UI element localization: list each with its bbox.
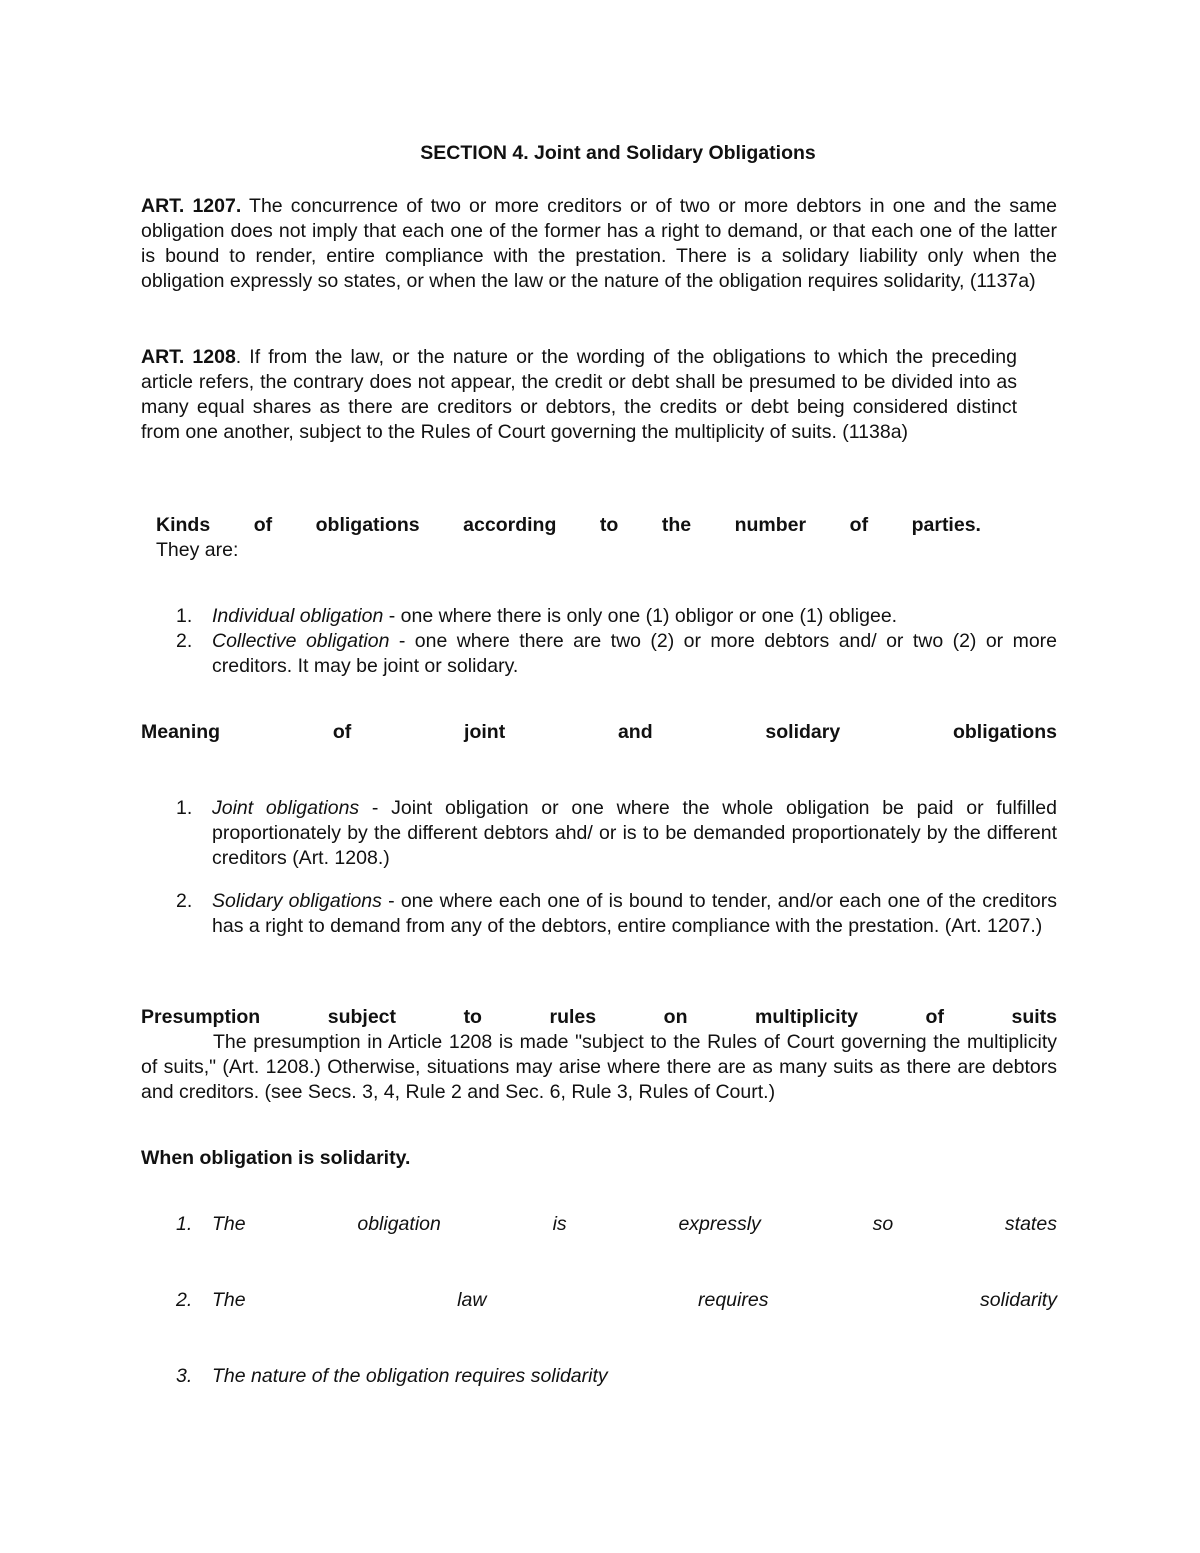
kinds-heading-word: to	[599, 514, 619, 536]
list-number: 1.	[176, 797, 193, 819]
list-term: Individual obligation	[212, 605, 384, 627]
list-text: The nature of the obligation requires solidarity	[212, 1365, 608, 1387]
kinds-subtext: They are:	[156, 539, 239, 561]
kinds-heading-word: number	[734, 514, 807, 536]
list-word: solidarity	[980, 1289, 1057, 1311]
list-text: - one where there are two (2) or more debtors and/ or two (2) or more creditors. It may be joint or solidary.	[212, 630, 1058, 677]
list-word: requires	[698, 1289, 769, 1311]
list-word: states	[1004, 1213, 1057, 1235]
kinds-heading-word: of	[849, 514, 869, 536]
list-item	[176, 796, 1057, 871]
article-1207-text: The concurrence of two or more creditors or of two or more debtors in one and the same obligation does not imply that each one of the former has a right to demand, or that each one of the latter is bound to render, entire compliance with the prestation. There is a solidary liability only when the obligation expressly so states, or when the law or the nature of the obligation requires solidarity, (1137a)	[141, 195, 1057, 292]
meaning-heading-word: and	[617, 721, 653, 743]
meaning-heading	[141, 720, 1057, 745]
list-number: 1.	[176, 1213, 193, 1235]
list-item	[176, 1212, 1057, 1237]
list-item	[176, 889, 1057, 939]
kinds-heading	[156, 513, 981, 538]
list-item	[176, 604, 1057, 629]
list-word: obligation	[357, 1213, 441, 1235]
article-1208-label: ART. 1208	[141, 346, 236, 368]
presumption-heading-word: to	[463, 1006, 482, 1028]
list-word: The	[212, 1213, 246, 1235]
list-number: 1.	[176, 605, 193, 627]
presumption-text: The presumption in Article 1208 is made "subject to the Rules of Court governing the multiplicity of suits," (Art. 1208.) Otherwise, situations may arise where there are as many suits as there are debtors and creditors. (see Secs. 3, 4, Rule 2 and Sec. 6, Rule 3, Rules of Court.)	[141, 1031, 1057, 1103]
meaning-heading-word: obligations	[952, 721, 1057, 743]
meaning-heading-word: solidary	[765, 721, 841, 743]
list-number: 2.	[176, 1289, 193, 1311]
list-word: so	[872, 1213, 894, 1235]
list-term: Joint obligations	[212, 797, 360, 819]
presumption-heading-word: of	[925, 1006, 944, 1028]
kinds-heading-word: according	[463, 514, 557, 536]
article-1208-text: . If from the law, or the nature or the wording of the obligations to which the preceding article refers, the contrary does not appear, the credit or debt shall be presumed to be divided into as many equal shares as there are creditors or debtors, the credits or debt being considered distinct from one another, subject to the Rules of Court governing the multiplicity of suits. (1138a)	[141, 346, 1017, 443]
kinds-heading-word: of	[253, 514, 273, 536]
presumption-heading-word: multiplicity	[755, 1006, 858, 1028]
list-item	[176, 629, 1057, 679]
list-word: law	[457, 1289, 487, 1311]
list-item	[176, 1364, 1057, 1389]
presumption-heading-word: Presumption	[141, 1006, 261, 1028]
list-word: expressly	[678, 1213, 761, 1235]
list-word: The	[212, 1289, 246, 1311]
presumption-heading	[141, 1005, 1057, 1030]
list-item	[176, 1288, 1057, 1313]
kinds-heading-word: Kinds	[156, 514, 211, 536]
meaning-heading-word: of	[332, 721, 352, 743]
kinds-heading-word: parties.	[911, 514, 981, 536]
article-1207	[141, 194, 1057, 294]
presumption-heading-word: rules	[549, 1006, 597, 1028]
list-number: 3.	[176, 1365, 193, 1387]
list-number: 2.	[176, 630, 193, 652]
list-text: - one where there is only one (1) obligor or one (1) obligee.	[383, 605, 898, 627]
presumption-heading-word: subject	[327, 1006, 397, 1028]
article-1208	[141, 345, 1017, 445]
list-word: is	[552, 1213, 567, 1235]
section-title: SECTION 4. Joint and Solidary Obligations	[420, 142, 816, 164]
when-heading: When obligation is solidarity.	[141, 1147, 411, 1169]
list-term: Solidary obligations	[212, 890, 382, 912]
presumption-heading-word: suits	[1011, 1006, 1057, 1028]
list-term: Collective obligation	[212, 630, 390, 652]
kinds-heading-word: obligations	[315, 514, 420, 536]
list-number: 2.	[176, 890, 193, 912]
meaning-heading-word: joint	[464, 721, 506, 743]
kinds-heading-word: the	[661, 514, 692, 536]
article-1207-label: ART. 1207.	[141, 195, 242, 217]
list-text: - Joint obligation or one where the whole obligation be paid or fulfilled proportionately by the different debtors ahd/ or is to be demanded proportionately by the different creditors (Art. 1208.)	[212, 797, 1057, 869]
presumption-heading-word: on	[663, 1006, 688, 1028]
meaning-heading-word: Meaning	[141, 721, 221, 743]
list-text: - one where each one of is bound to tender, and/or each one of the creditors has a right to demand from any of the debtors, entire compliance with the prestation. (Art. 1207.)	[212, 890, 1057, 937]
